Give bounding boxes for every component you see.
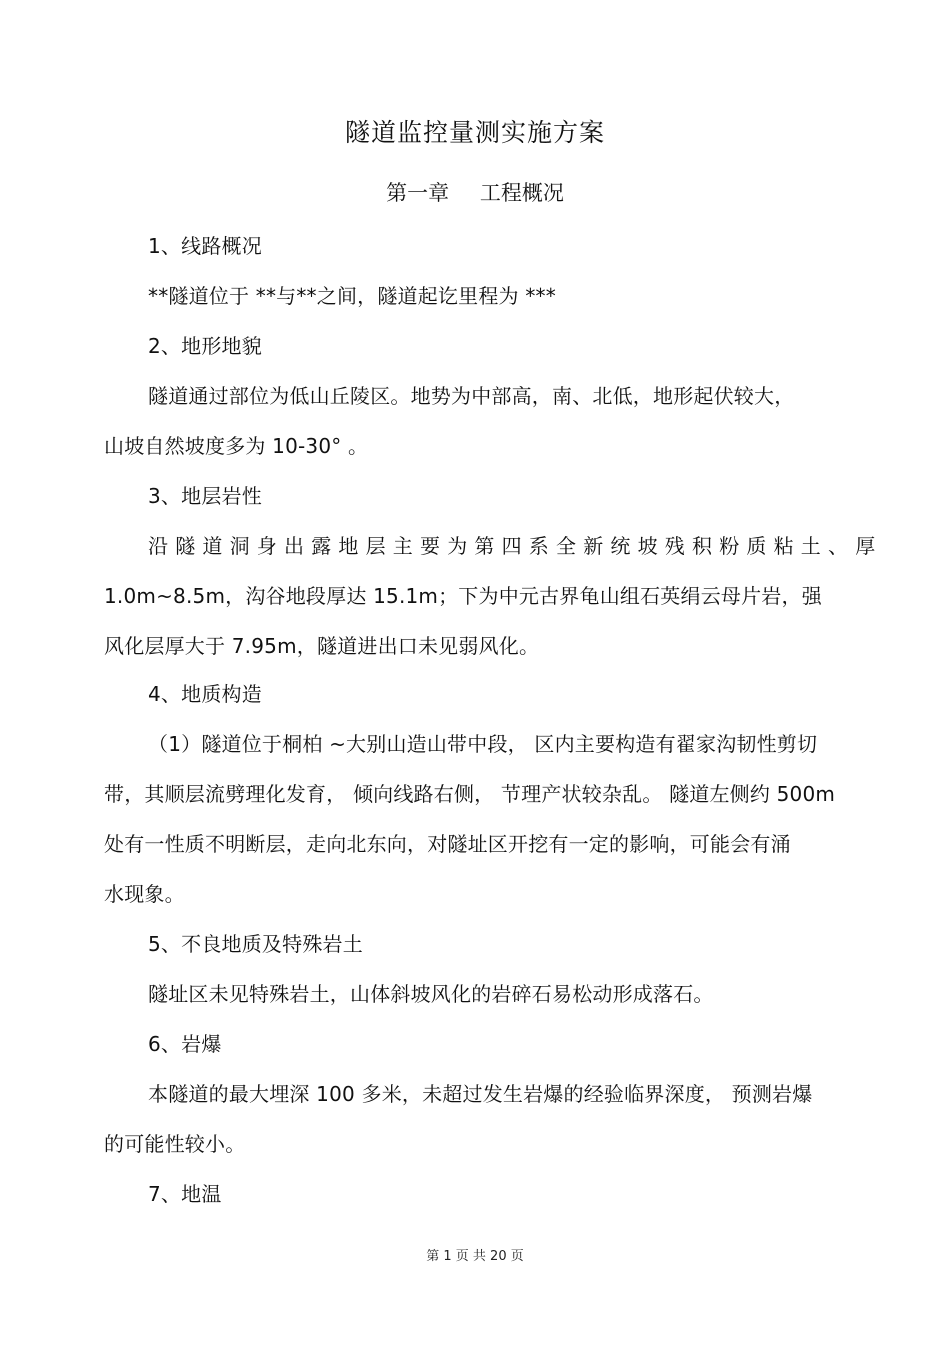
paragraph-line: 处有一性质不明断层，走向北东向，对隧址区开挖有一定的影响，可能会有涌 bbox=[104, 832, 791, 856]
paragraph-line: （1）隧道位于桐柏 ~大别山造山带中段， 区内主要构造有翟家沟韧性剪切 bbox=[148, 732, 818, 756]
chapter-heading: 第一章 工程概况 bbox=[386, 181, 564, 205]
section-heading-route: 1、线路概况 bbox=[148, 234, 262, 258]
paragraph-line: 风化层厚大于 7.95m，隧道进出口未见弱风化。 bbox=[104, 634, 540, 658]
section-heading-adverse-geology: 5、不良地质及特殊岩土 bbox=[148, 932, 363, 956]
page-footer: 第 1 页 共 20 页 bbox=[426, 1249, 524, 1264]
paragraph-line: 带，其顺层流劈理化发育， 倾向线路右侧， 节理产状较杂乱。 隧道左侧约 500m bbox=[104, 782, 836, 806]
section-heading-strata: 3、地层岩性 bbox=[148, 484, 262, 508]
section-heading-terrain: 2、地形地貌 bbox=[148, 334, 262, 358]
section-heading-rockburst: 6、岩爆 bbox=[148, 1032, 222, 1056]
paragraph-line: 水现象。 bbox=[104, 882, 185, 906]
section-heading-structure: 4、地质构造 bbox=[148, 682, 262, 706]
paragraph-line: **隧道位于 **与**之间，隧道起讫里程为 *** bbox=[148, 284, 556, 308]
paragraph-line: 的可能性较小。 bbox=[104, 1132, 246, 1156]
paragraph-line: 1.0m~8.5m，沟谷地段厚达 15.1m；下为中元古界龟山组石英绢云母片岩，强 bbox=[104, 584, 822, 608]
paragraph-line: 隧址区未见特殊岩土，山体斜坡风化的岩碎石易松动形成落石。 bbox=[148, 982, 714, 1006]
document-title: 隧道监控量测实施方案 bbox=[344, 118, 605, 147]
section-heading-ground-temperature: 7、地温 bbox=[148, 1182, 222, 1206]
paragraph-line: 本隧道的最大埋深 100 多米，未超过发生岩爆的经验临界深度， 预测岩爆 bbox=[148, 1082, 813, 1106]
paragraph-line: 隧道通过部位为低山丘陵区。地势为中部高，南、北低，地形起伏较大， bbox=[148, 384, 795, 408]
paragraph-line: 山坡自然坡度多为 10-30° 。 bbox=[104, 434, 369, 458]
paragraph-line: 沿隧道洞身出露地层主要为第四系全新统坡残积粉质粘土、厚 bbox=[148, 534, 883, 558]
